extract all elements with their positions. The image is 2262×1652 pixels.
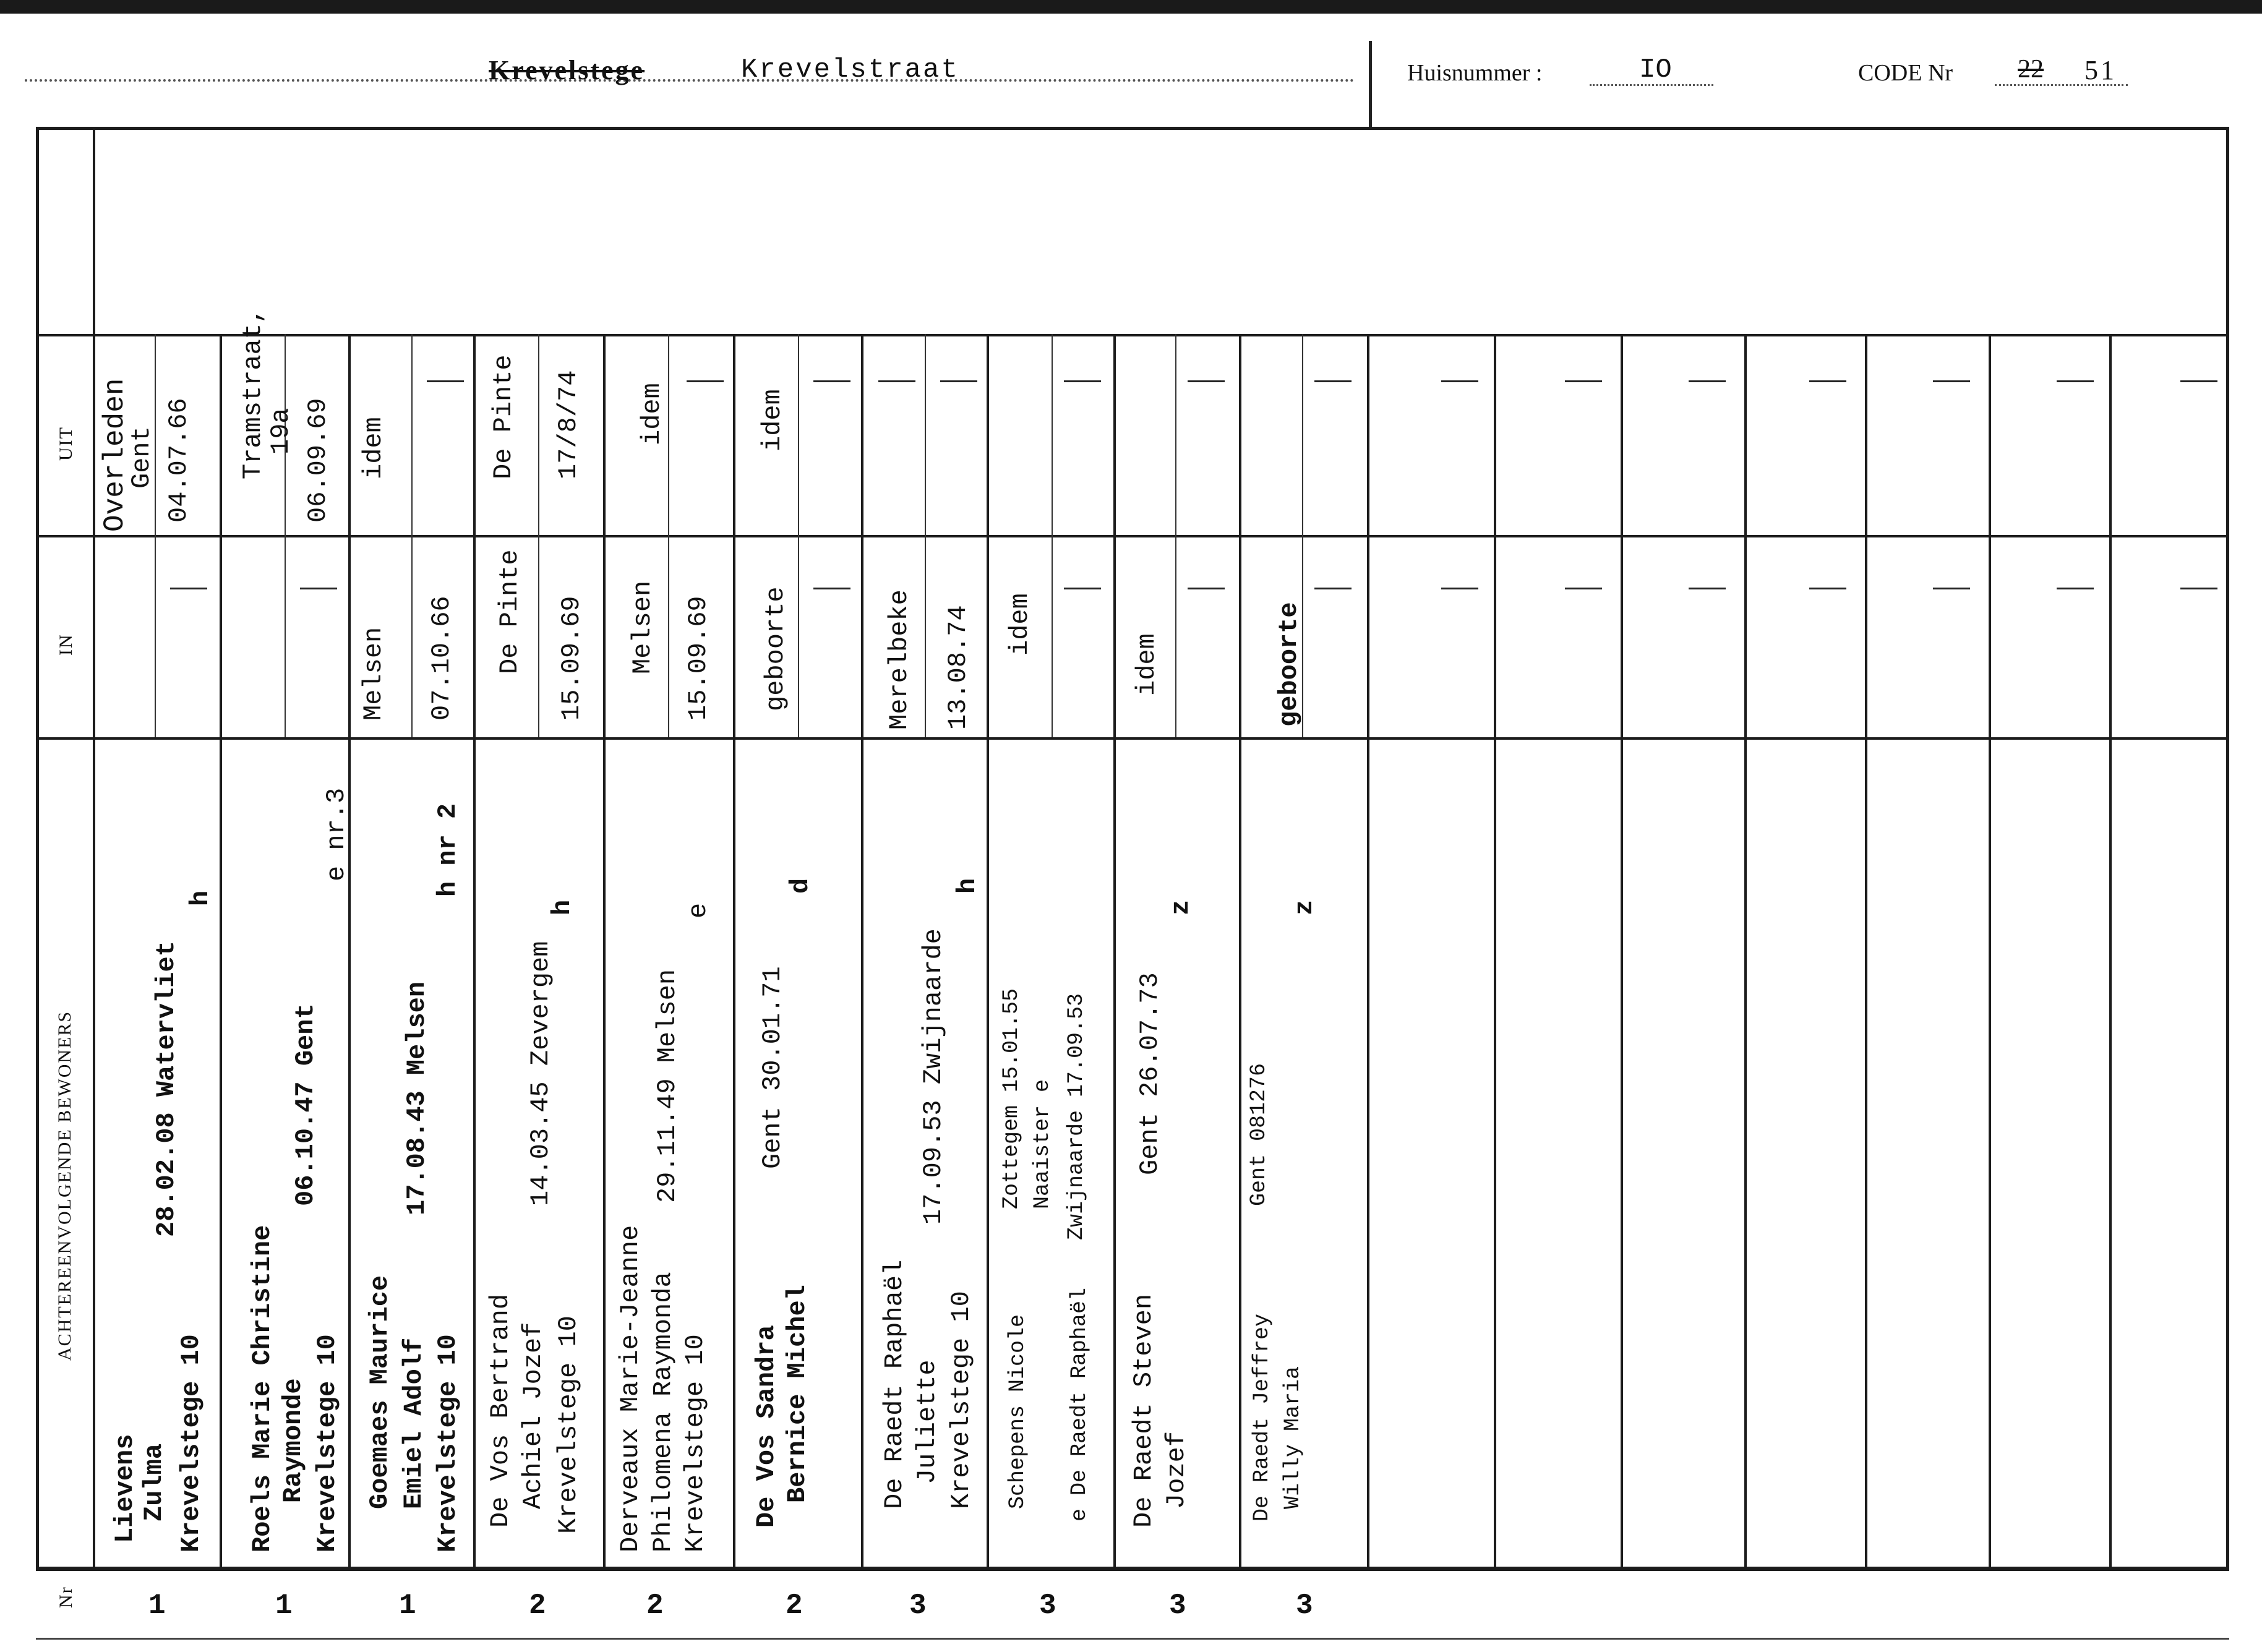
uit-empty-dash: [878, 380, 915, 382]
in-empty-dash: [300, 588, 337, 589]
uit-empty-dash: [1314, 380, 1352, 382]
resident-birth: Zottegem 15.01.55: [999, 988, 1024, 1209]
resident-firstname: Philomena Raymonda: [648, 1272, 678, 1552]
label-uit: UIT: [56, 426, 76, 461]
resident-name: De Raedt Steven: [1129, 1293, 1159, 1528]
in-empty-dash: [813, 588, 850, 589]
resident-birth: 29.11.49 Melsen: [653, 969, 682, 1203]
column-divider: [861, 334, 863, 1571]
resident-name: Lievens: [110, 1434, 140, 1543]
resident-birth: Gent 30.01.71: [758, 966, 787, 1169]
column-divider: [1744, 334, 1747, 1571]
uit-place: Tramstraat,: [238, 307, 268, 479]
resident-tag: h: [953, 878, 982, 894]
resident-nr: 3: [1039, 1590, 1056, 1622]
resident-firstname: Bernice Michel: [782, 1285, 812, 1503]
street-name-new: Krevelstraat: [741, 54, 959, 85]
resident-birth: 17.08.43 Melsen: [402, 981, 432, 1215]
resident-firstname: Zulma: [139, 1443, 169, 1521]
label-in: IN: [56, 633, 76, 656]
resident-address: Krevelstege 10: [312, 1334, 342, 1552]
resident-birth: Gent 081276: [1246, 1063, 1271, 1206]
resident-birth: 14.03.45 Zevergem: [526, 941, 555, 1206]
in-empty-dash: [1933, 588, 1970, 589]
in-empty-dash: [170, 588, 207, 589]
column-divider: [1621, 334, 1623, 1571]
uit-text: idem: [637, 383, 667, 445]
row-divider-nr: [36, 1567, 2229, 1569]
resident-address: Krevelstege 10: [433, 1334, 463, 1552]
uit-empty-dash: [1441, 380, 1478, 382]
in-place: Melsen: [359, 627, 388, 721]
column-divider: [220, 334, 222, 1571]
uit-place-2: Gent: [127, 426, 156, 489]
sub-column-divider: [411, 334, 413, 737]
label-bewoners: ACHTEREENVOLGENDE BEWONERS: [54, 1010, 75, 1361]
resident-name: De Raedt Raphaël: [880, 1259, 909, 1509]
resident-firstname: Juliette: [912, 1359, 942, 1484]
resident-tag: z: [1166, 899, 1196, 915]
column-divider: [1989, 334, 1991, 1571]
resident-spouse: e De Raedt Raphaël: [1067, 1287, 1092, 1521]
in-date: 15.09.69: [557, 596, 586, 721]
in-text: idem: [1005, 593, 1035, 656]
in-empty-dash: [1689, 588, 1726, 589]
resident-nr: 2: [529, 1590, 546, 1622]
resident-tag: h: [547, 899, 577, 915]
resident-tag: d: [786, 878, 815, 894]
uit-empty-dash: [1809, 380, 1846, 382]
uit-place: Overleden: [99, 378, 131, 532]
sub-column-divider: [925, 334, 926, 737]
resident-name: Derveaux Marie-Jeanne: [615, 1225, 645, 1552]
in-empty-dash: [1064, 588, 1101, 589]
in-empty-dash: [1809, 588, 1846, 589]
uit-empty-dash: [2180, 380, 2217, 382]
resident-address: Krevelstege 10: [176, 1334, 206, 1552]
resident-address: Krevelstege 10: [554, 1316, 583, 1534]
row-divider-uit: [36, 334, 2229, 336]
uit-text: idem: [758, 389, 787, 452]
column-divider: [1239, 334, 1241, 1571]
header-dotted-line: [25, 79, 1355, 82]
uit-empty-dash: [1188, 380, 1225, 382]
uit-date: 17/8/74: [554, 370, 583, 479]
street-name-old: Krevelstege: [489, 55, 645, 85]
column-divider: [348, 334, 351, 1571]
resident-nr: 3: [1296, 1590, 1313, 1622]
row-divider-bewoners: [36, 737, 2229, 740]
in-place: Merelbeke: [885, 589, 914, 730]
in-date: 07.10.66: [427, 596, 456, 721]
label-column-divider: [93, 127, 95, 1571]
resident-name: Goemaes Maurice: [365, 1275, 395, 1509]
uit-empty-dash: [1933, 380, 1970, 382]
resident-nr: 1: [148, 1590, 166, 1622]
resident-nr: 2: [646, 1590, 664, 1622]
resident-tag: h: [186, 890, 215, 906]
resident-occupation: Naaister e: [1030, 1079, 1055, 1209]
column-divider: [473, 334, 476, 1571]
in-text: idem: [1132, 633, 1162, 696]
resident-address: Krevelstege 10: [680, 1334, 710, 1552]
resident-birth: 17.09.53 Zwijnaarde: [919, 928, 948, 1225]
resident-tag: h nr 2: [433, 803, 463, 897]
in-empty-dash: [2180, 588, 2217, 589]
bottom-edge-line: [36, 1638, 2229, 1640]
uit-empty-dash: [2057, 380, 2094, 382]
resident-firstname: Willy Maria: [1280, 1366, 1305, 1509]
sub-column-divider: [668, 334, 669, 737]
house-number-label: Huisnummer :: [1407, 60, 1543, 86]
sub-column-divider: [155, 334, 156, 737]
uit-place: De Pinte: [489, 354, 518, 479]
resident-nr: 1: [399, 1590, 416, 1622]
in-text: geboorte: [761, 586, 790, 711]
resident-nr: 2: [786, 1590, 803, 1622]
uit-place-2: 19a: [266, 408, 296, 455]
resident-tag: z: [1290, 899, 1319, 915]
sub-column-divider: [1052, 334, 1053, 737]
code-number-old: 22: [2018, 55, 2044, 83]
house-number-value: IO: [1639, 54, 1672, 85]
in-text: geboorte: [1274, 602, 1304, 727]
sub-column-divider: [285, 334, 286, 737]
uit-date: 06.09.69: [303, 398, 333, 523]
column-divider: [1367, 334, 1369, 1571]
resident-name: De Vos Bertrand: [486, 1293, 515, 1528]
column-divider: [1113, 334, 1116, 1571]
in-empty-dash: [2057, 588, 2094, 589]
resident-name: Roels Marie Christine: [247, 1225, 277, 1552]
in-empty-dash: [1441, 588, 1478, 589]
top-edge: [0, 0, 2262, 14]
in-empty-dash: [1188, 588, 1225, 589]
resident-spouse-birth: Zwijnaarde 17.09.53: [1064, 993, 1089, 1240]
resident-tag: e: [683, 902, 713, 918]
header-divider: [1369, 41, 1372, 127]
column-divider: [603, 334, 606, 1571]
resident-address: Krevelstege 10: [946, 1291, 976, 1509]
in-empty-dash: [1314, 588, 1352, 589]
in-empty-dash: [1565, 588, 1602, 589]
uit-empty-dash: [940, 380, 977, 382]
sub-column-divider: [798, 334, 799, 737]
column-divider: [2109, 334, 2112, 1571]
label-nr: Nr: [56, 1586, 76, 1608]
resident-tag: e nr.3: [322, 787, 351, 881]
uit-date: 04.07.66: [164, 398, 194, 523]
resident-nr: 3: [1169, 1590, 1186, 1622]
resident-nr: 3: [909, 1590, 927, 1622]
resident-birth: 28.02.08 Watervliet: [152, 941, 181, 1237]
resident-name: Schepens Nicole: [1005, 1314, 1030, 1509]
column-divider: [733, 334, 735, 1571]
column-divider: [1494, 334, 1496, 1571]
column-divider: [1865, 334, 1867, 1571]
uit-empty-dash: [687, 380, 724, 382]
resident-firstname: Emiel Adolf: [399, 1337, 429, 1509]
sub-column-divider: [538, 334, 539, 737]
resident-name: De Raedt Jeffrey: [1249, 1313, 1274, 1521]
in-place: De Pinte: [495, 549, 525, 674]
uit-empty-dash: [1689, 380, 1726, 382]
in-date: 13.08.74: [943, 605, 973, 730]
code-number-new: 51: [2084, 55, 2117, 85]
resident-birth: Gent 26.07.73: [1135, 972, 1165, 1175]
uit-text: idem: [359, 417, 388, 479]
in-date: 15.09.69: [683, 596, 713, 721]
resident-birth: 06.10.47 Gent: [291, 1003, 320, 1206]
resident-firstname: Achiel Jozef: [518, 1322, 548, 1509]
column-divider: [987, 334, 989, 1571]
uit-empty-dash: [427, 380, 464, 382]
uit-empty-dash: [1064, 380, 1101, 382]
row-divider-in: [36, 535, 2229, 537]
code-number-label: CODE Nr: [1858, 60, 1953, 86]
resident-name: De Vos Sandra: [752, 1325, 781, 1528]
in-place: Melsen: [628, 580, 658, 674]
sub-column-divider: [1175, 334, 1176, 737]
resident-firstname: Raymonde: [278, 1378, 308, 1503]
uit-empty-dash: [813, 380, 850, 382]
resident-firstname: Jozef: [1162, 1431, 1191, 1509]
uit-empty-dash: [1565, 380, 1602, 382]
resident-nr: 1: [275, 1590, 293, 1622]
